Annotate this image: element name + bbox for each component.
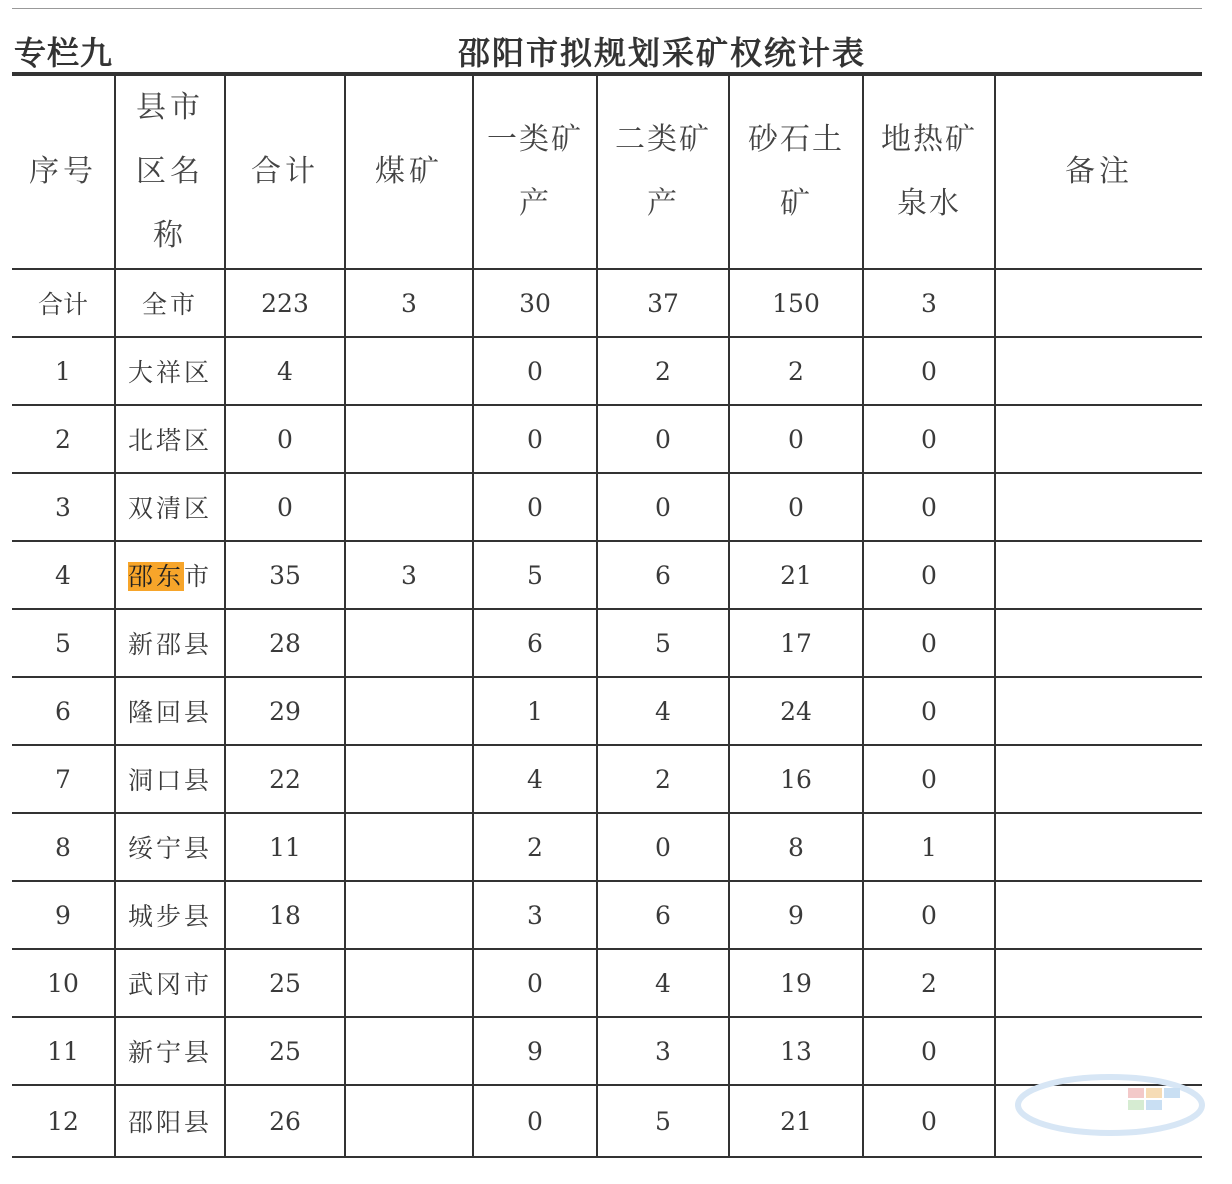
header-seq: 序号 [12,75,115,269]
cell-geothermal: 0 [863,1017,995,1085]
cell-total: 29 [225,677,345,745]
cell-sand: 24 [729,677,863,745]
cell-note [995,269,1202,337]
cell-geothermal: 0 [863,405,995,473]
cell-note [995,473,1202,541]
table-row [12,1017,1202,1085]
table-row [12,1085,1202,1157]
cell-note [995,949,1202,1017]
cell-seq: 6 [12,677,115,745]
highlighted-text: 邵东 [127,562,184,591]
total-row [12,269,1202,337]
cell-class1: 6 [473,609,597,677]
cell-name: 洞口县 [115,745,225,813]
cell-name: 隆回县 [115,677,225,745]
cell-class1: 0 [473,1085,597,1157]
header-name: 县市区名称 [115,75,225,269]
cell-coal [345,473,473,541]
header-class2: 二类矿产 [597,75,729,269]
table-row [12,541,1202,609]
cell-class1: 0 [473,337,597,405]
table-row [12,677,1202,745]
cell-class1: 30 [473,269,597,337]
cell-sand: 21 [729,541,863,609]
cell-geothermal: 0 [863,677,995,745]
cell-total: 28 [225,609,345,677]
cell-class2: 4 [597,677,729,745]
table-header-row [12,75,1202,269]
cell-geothermal: 0 [863,473,995,541]
mining-rights-table [12,74,1202,1158]
cell-class2: 37 [597,269,729,337]
page-top-rule [12,8,1202,9]
cell-class2: 0 [597,405,729,473]
cell-sand: 2 [729,337,863,405]
cell-sand: 19 [729,949,863,1017]
cell-note [995,813,1202,881]
cell-class1: 0 [473,405,597,473]
cell-class1: 5 [473,541,597,609]
cell-seq: 4 [12,541,115,609]
cell-seq: 2 [12,405,115,473]
cell-coal [345,1017,473,1085]
column-label: 专栏九 [14,34,114,72]
cell-total: 11 [225,813,345,881]
cell-note [995,1017,1202,1085]
cell-class1: 0 [473,473,597,541]
cell-geothermal: 0 [863,745,995,813]
cell-coal [345,337,473,405]
cell-seq: 11 [12,1017,115,1085]
cell-name: 新邵县 [115,609,225,677]
cell-name: 北塔区 [115,405,225,473]
cell-coal [345,813,473,881]
cell-coal [345,405,473,473]
cell-sand: 17 [729,609,863,677]
cell-note [995,677,1202,745]
cell-coal [345,677,473,745]
cell-seq: 1 [12,337,115,405]
cell-total: 35 [225,541,345,609]
cell-geothermal: 0 [863,541,995,609]
cell-note [995,541,1202,609]
cell-note [995,609,1202,677]
cell-seq: 3 [12,473,115,541]
cell-coal: 3 [345,269,473,337]
cell-geothermal: 2 [863,949,995,1017]
table-title: 邵阳市拟规划采矿权统计表 [457,34,866,72]
cell-total: 0 [225,473,345,541]
cell-class1: 4 [473,745,597,813]
table-row [12,745,1202,813]
cell-name: 大祥区 [115,337,225,405]
cell-note [995,881,1202,949]
cell-name: 武冈市 [115,949,225,1017]
cell-class2: 5 [597,1085,729,1157]
table-row [12,405,1202,473]
cell-class2: 2 [597,745,729,813]
cell-geothermal: 0 [863,609,995,677]
cell-total: 22 [225,745,345,813]
header-note: 备注 [995,75,1202,269]
cell-total: 0 [225,405,345,473]
table-row [12,949,1202,1017]
cell-name: 新宁县 [115,1017,225,1085]
header-sand: 砂石土矿 [729,75,863,269]
cell-coal: 3 [345,541,473,609]
cell-class1: 2 [473,813,597,881]
header-geothermal: 地热矿泉水 [863,75,995,269]
header-coal: 煤矿 [345,75,473,269]
cell-name: 双清区 [115,473,225,541]
header-class1: 一类矿产 [473,75,597,269]
header-total: 合计 [225,75,345,269]
cell-name: 绥宁县 [115,813,225,881]
cell-seq: 5 [12,609,115,677]
cell-class2: 5 [597,609,729,677]
cell-class2: 3 [597,1017,729,1085]
cell-geothermal: 0 [863,337,995,405]
cell-geothermal: 3 [863,269,995,337]
cell-total: 25 [225,949,345,1017]
cell-total: 25 [225,1017,345,1085]
cell-sand: 13 [729,1017,863,1085]
cell-name: 全市 [115,269,225,337]
cell-seq: 合计 [12,269,115,337]
cell-name: 邵阳县 [115,1085,225,1157]
table-row [12,813,1202,881]
cell-name: 城步县 [115,881,225,949]
cell-seq: 9 [12,881,115,949]
cell-sand: 9 [729,881,863,949]
cell-class1: 1 [473,677,597,745]
cell-class1: 0 [473,949,597,1017]
cell-sand: 0 [729,473,863,541]
cell-note [995,745,1202,813]
cell-total: 18 [225,881,345,949]
cell-coal [345,1085,473,1157]
cell-name [115,541,225,609]
cell-seq: 10 [12,949,115,1017]
cell-sand: 21 [729,1085,863,1157]
cell-total: 223 [225,269,345,337]
table-row [12,881,1202,949]
cell-geothermal: 1 [863,813,995,881]
cell-class2: 0 [597,813,729,881]
cell-note [995,337,1202,405]
cell-geothermal: 0 [863,881,995,949]
cell-note [995,405,1202,473]
cell-total: 26 [225,1085,345,1157]
cell-class2: 6 [597,541,729,609]
cell-sand: 16 [729,745,863,813]
cell-coal [345,881,473,949]
cell-seq: 8 [12,813,115,881]
cell-note [995,1085,1202,1157]
cell-coal [345,609,473,677]
cell-class2: 2 [597,337,729,405]
table-row [12,473,1202,541]
table-row [12,609,1202,677]
cell-class2: 6 [597,881,729,949]
cell-coal [345,745,473,813]
cell-seq: 12 [12,1085,115,1157]
cell-class1: 3 [473,881,597,949]
cell-coal [345,949,473,1017]
cell-sand: 150 [729,269,863,337]
cell-total: 4 [225,337,345,405]
cell-class2: 0 [597,473,729,541]
table-header-bar [12,12,1202,74]
cell-sand: 0 [729,405,863,473]
cell-sand: 8 [729,813,863,881]
cell-class2: 4 [597,949,729,1017]
cell-name-suffix: 市 [184,562,213,591]
cell-geothermal: 0 [863,1085,995,1157]
table-row [12,337,1202,405]
cell-class1: 9 [473,1017,597,1085]
cell-seq: 7 [12,745,115,813]
